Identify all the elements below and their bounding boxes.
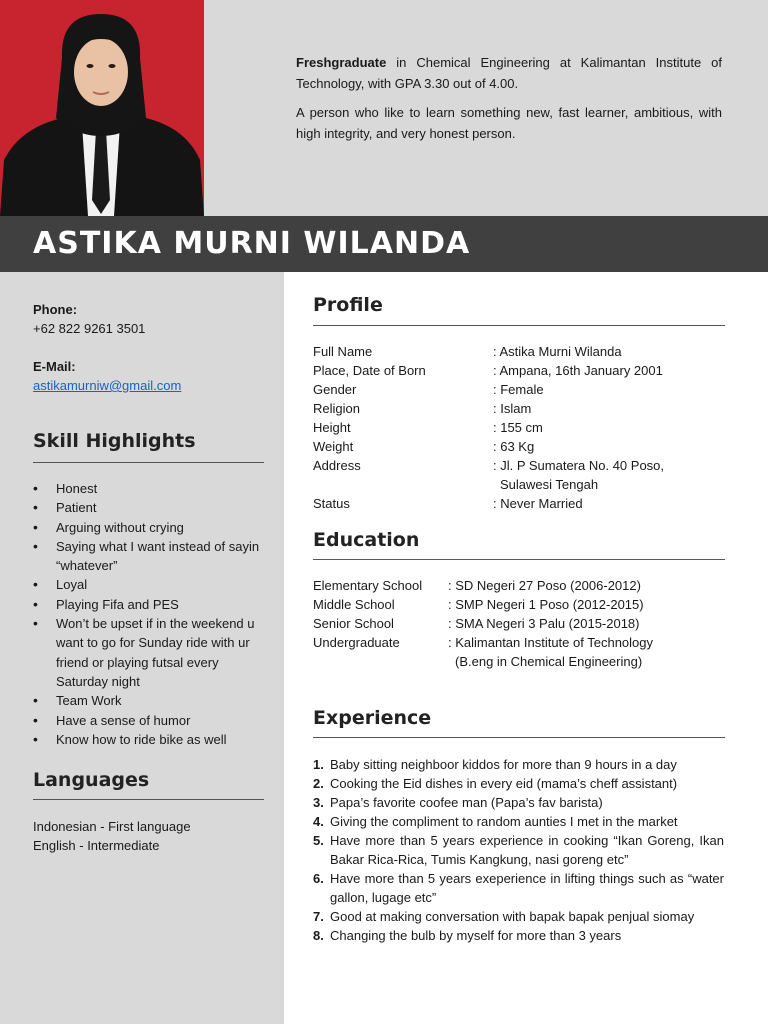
phone-number: +62 822 9261 3501 [33,321,146,336]
profile-field-label: Religion [313,401,360,416]
language-item: Indonesian - First language [33,819,191,834]
profile-field-label: Weight [313,439,354,454]
education-heading: Education [313,529,420,551]
experience-item [313,793,724,812]
education-value-line: : SMA Negeri 3 Palu (2015-2018) [448,616,640,631]
profile-row [313,342,733,361]
experience-item [313,926,724,945]
profile-row [313,399,733,418]
profile-photo [0,0,204,216]
experience-item [313,755,724,774]
experience-item [313,831,724,869]
experience-number: 7. [313,909,324,924]
profile-divider [313,325,725,326]
intro-summary [296,52,722,152]
profile-field-label: Address [313,458,361,473]
profile-field-value [493,456,733,494]
education-row [313,633,728,671]
profile-value-line: : Jl. P Sumatera No. 40 Poso, [493,458,665,473]
experience-item [313,774,724,793]
skill-item: • Patient [33,498,269,517]
languages-divider [33,799,264,800]
experience-number: 8. [313,928,324,943]
profile-row [313,380,733,399]
profile-row [313,418,733,437]
profile-field-value [493,361,733,380]
education-row [313,595,728,614]
skill-item: • Team Work [33,691,269,710]
intro-paragraph-1 [296,52,722,94]
experience-item [313,907,724,926]
education-field-value [448,614,728,633]
profile-value-line: : Ampana, 16th January 2001 [493,363,663,378]
experience-heading: Experience [313,707,432,729]
intro-paragraph-2: A person who like to learn something new, fast learner, ambitious, with high integrity, and very honest person. [296,105,722,141]
languages-heading: Languages [33,769,150,791]
language-item: English - Intermediate [33,838,160,853]
education-field-label: Undergraduate [313,635,400,650]
profile-value-line: : Female [493,382,544,397]
experience-number: 3. [313,795,324,810]
education-value-line: : SD Negeri 27 Poso (2006-2012) [448,578,641,593]
education-table [313,576,728,671]
skills-divider [33,462,264,463]
profile-field-label: Gender [313,382,357,397]
candidate-name: ASTIKA MURNI WILANDA [33,226,471,261]
profile-value-line: : Astika Murni Wilanda [493,344,622,359]
experience-list [313,755,724,945]
experience-number: 6. [313,871,324,886]
skill-item: • Arguing without crying [33,518,269,537]
skill-item: • Playing Fifa and PES [33,595,269,614]
education-field-label: Elementary School [313,578,423,593]
intro-bold-lead: Freshgraduate [296,55,387,70]
profile-value-line: : Never Married [493,496,583,511]
education-divider [313,559,725,560]
education-value-line: (B.eng in Chemical Engineering) [455,654,643,669]
experience-text: Have more than 5 years exeperience in lifting things such as “water gallon, lugage etc” [330,871,724,905]
profile-field-value [493,380,733,399]
intro-line-1: in Chemical Engineering at Kalimantan Institute of Technology, with GPA 3.30 out of 4.00. [296,55,722,91]
name-banner [0,216,768,272]
phone-label: Phone: [33,302,78,317]
education-field-label: Senior School [313,616,394,631]
experience-item [313,869,724,907]
main-content [284,272,768,1024]
profile-value-line: Sulawesi Tengah [500,477,599,492]
education-field-value [448,595,728,614]
skill-item: • Honest [33,479,269,498]
experience-number: 4. [313,814,324,829]
profile-field-value [493,437,733,456]
profile-field-value [493,494,733,513]
experience-text: Cooking the Eid dishes in every eid (mama’s cheff assistant) [330,776,678,791]
education-value-line: : SMP Negeri 1 Poso (2012-2015) [448,597,644,612]
profile-heading: Profile [313,294,383,316]
profile-field-value [493,399,733,418]
experience-divider [313,737,725,738]
email-label: E-Mail: [33,359,76,374]
skill-item: • Have a sense of humor [33,711,269,730]
profile-field-label: Height [313,420,351,435]
languages-list [33,817,191,855]
profile-field-value [493,418,733,437]
experience-item [313,812,724,831]
profile-row [313,437,733,456]
profile-row [313,456,733,494]
contact-info [33,300,181,395]
skill-item: • Know how to ride bike as well [33,730,269,749]
email-link[interactable]: astikamurniw@gmail.com [33,378,182,393]
experience-number: 2. [313,776,324,791]
education-row [313,576,728,595]
skill-item: • Loyal [33,575,269,594]
profile-value-line: : Islam [493,401,532,416]
profile-field-label: Full Name [313,344,373,359]
experience-text: Baby sitting neighboor kiddos for more than 9 hours in a day [330,757,677,772]
profile-value-line: : 63 Kg [493,439,535,454]
experience-number: 5. [313,833,324,848]
profile-field-label: Place, Date of Born [313,363,426,378]
education-row [313,614,728,633]
experience-number: 1. [313,757,324,772]
skills-heading: Skill Highlights [33,430,196,452]
education-field-value [448,576,728,595]
experience-text: Changing the bulb by myself for more than 3 years [330,928,622,943]
skills-list [33,479,269,749]
education-value-line: : Kalimantan Institute of Technology [448,635,653,650]
skill-item: • Saying what I want instead of sayin “whatever” [33,537,269,576]
profile-row [313,494,733,513]
education-field-label: Middle School [313,597,395,612]
left-sidebar [0,272,284,1024]
profile-field-value [493,342,733,361]
profile-field-label: Status [313,496,350,511]
experience-text: Papa’s favorite coofee man (Papa’s fav barista) [330,795,603,810]
profile-row [313,361,733,380]
skill-item: • Won’t be upset if in the weekend u want to go for Sunday ride with ur friend or playing futsal every Saturday night [33,614,269,691]
profile-table [313,342,733,513]
experience-text: Have more than 5 years experience in cooking “Ikan Goreng, Ikan Bakar Rica-Rica, Tumis Kangkung, nasi goreng etc” [330,833,724,867]
experience-text: Giving the compliment to random aunties I met in the market [330,814,678,829]
education-field-value [448,633,728,671]
profile-value-line: : 155 cm [493,420,543,435]
experience-text: Good at making conversation with bapak bapak penjual siomay [330,909,695,924]
